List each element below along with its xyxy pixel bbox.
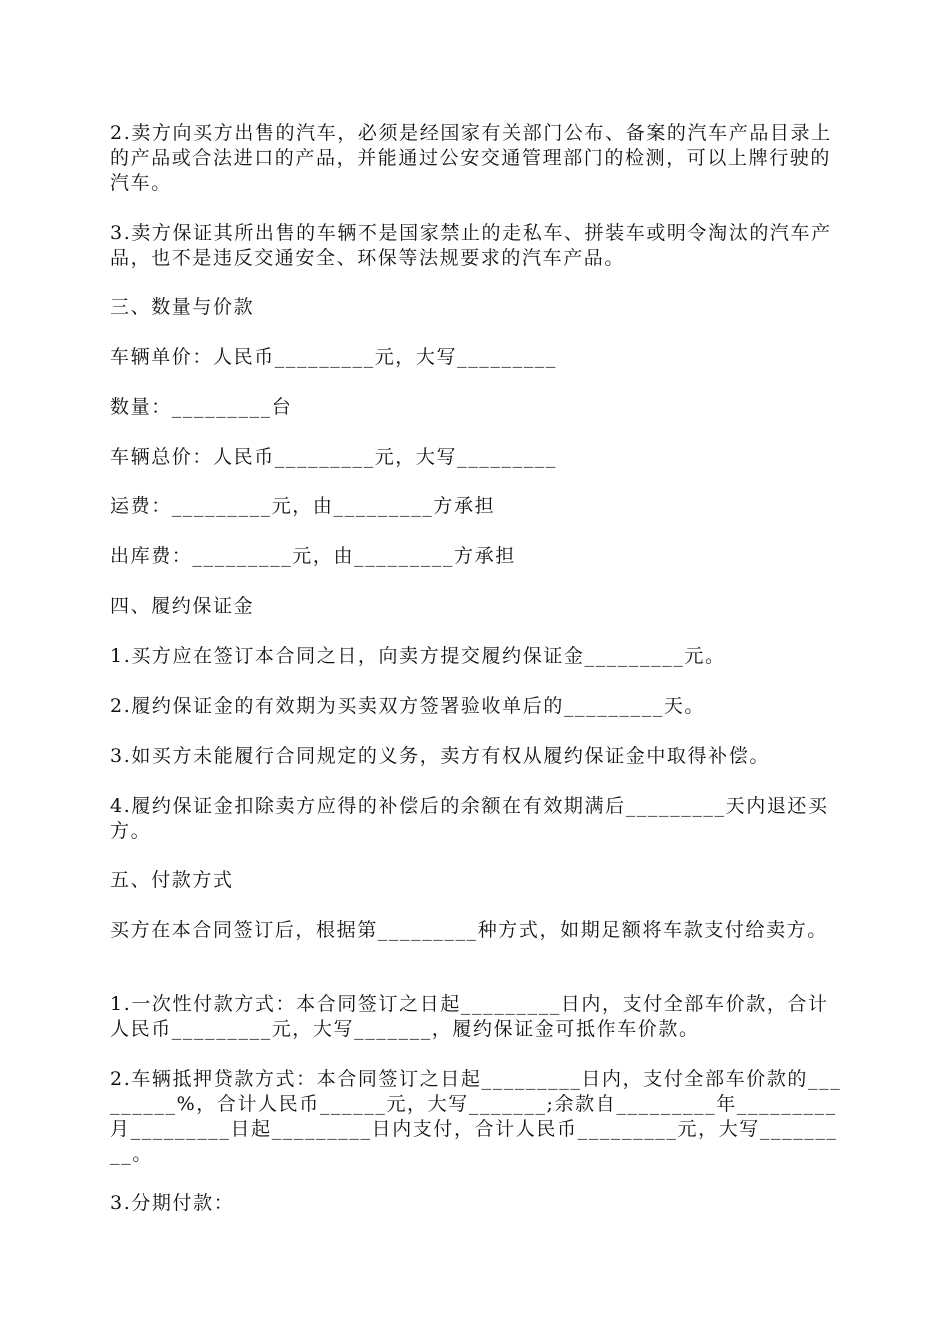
total-price-line: 车辆总价：人民币_________元，大写_________ (110, 446, 558, 468)
clause-3-not-smuggled: 3.卖方保证其所出售的车辆不是国家禁止的走私车、拼装车或明令淘汰的汽车产品，也不是违反交通安全、环保等法规要求的汽车产品。 (110, 222, 832, 269)
quantity-line: 数量：_________台 (110, 396, 293, 418)
deposit-clause-2: 2.履约保证金的有效期为买卖双方签署验收单后的_________天。 (110, 695, 706, 717)
unit-price-line: 车辆单价：人民币_________元，大写_________ (110, 346, 558, 368)
payment-method-installment: 3.分期付款： (110, 1192, 235, 1214)
deposit-clause-3: 3.如买方未能履行合同规定的义务，卖方有权从履约保证金中取得补偿。 (110, 745, 770, 767)
payment-method-choice: 买方在本合同签订后，根据第_________种方式，如期足额将车款支付给卖方。 (110, 919, 828, 941)
payment-method-mortgage-loan: 2.车辆抵押贷款方式：本合同签订之日起_________日内，支付全部车价款的_________%，合计人民币______元，大写_______;余款自_________年_________月_________日起_________日内支付，合计人民币_________元，大写_________。 (110, 1068, 842, 1165)
section-heading-deposit: 四、履约保证金 (110, 595, 255, 617)
section-heading-payment: 五、付款方式 (110, 869, 234, 891)
deposit-clause-1: 1.买方应在签订本合同之日，向卖方提交履约保证金_________元。 (110, 645, 726, 667)
section-heading-quantity-price: 三、数量与价款 (110, 296, 255, 318)
clause-2-vehicle-compliance: 2.卖方向买方出售的汽车，必须是经国家有关部门公布、备案的汽车产品目录上的产品或合法进口的产品，并能通过公安交通管理部门的检测，可以上牌行驶的汽车。 (110, 122, 832, 194)
freight-line: 运费：_________元，由_________方承担 (110, 495, 496, 517)
warehouse-fee-line: 出库费：_________元，由_________方承担 (110, 545, 516, 567)
deposit-clause-4: 4.履约保证金扣除卖方应得的补偿后的余额在有效期满后_________天内退还买方。 (110, 795, 829, 842)
payment-method-lump-sum: 1.一次性付款方式：本合同签订之日起_________日内，支付全部车价款，合计人民币_________元，大写_______，履约保证金可抵作车价款。 (110, 993, 829, 1040)
